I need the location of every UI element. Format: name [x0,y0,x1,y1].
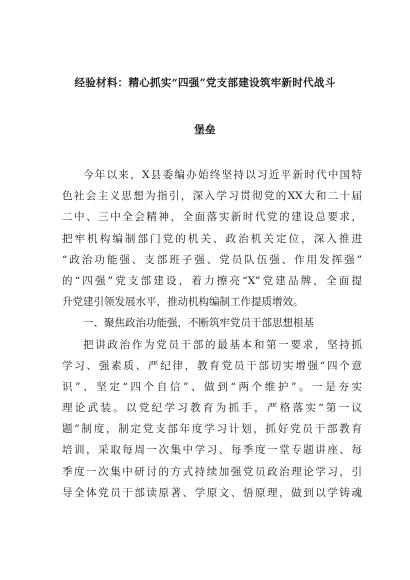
paragraph-2-line-3: 识”、坚定“四个自信”、做到“两个维护”。一是夯实 [62,380,362,393]
document-title-line-1: 经验材料：精心抓实“四强”党支部建设筑牢新时代战斗 [74,77,336,89]
document-title-line-2: 堡垒 [194,124,216,136]
paragraph-1-line-4: 把牢机构编制部门党的机关、政治机关定位，深入推进 [62,232,362,245]
paragraph-2-line-1: 把讲政治作为党员干部的最基本和第一要求，坚持抓 [83,338,362,351]
paragraph-2-line-4: 理论武装。以党纪学习教育为抓手，严格落实“第一议 [62,402,362,415]
paragraph-2-line-7: 季度一次集中研讨的方式持续加强党员政治理论学习，引 [62,465,362,478]
paragraph-2-line-8: 导全体党员干部读原著、学原文、悟原理，做到以学铸魂 [62,486,362,499]
paragraph-1-line-1: 今年以来，X县委编办始终坚持以习近平新时代中国特 [83,169,362,181]
paragraph-2-line-6: 培训，采取每周一次集中学习、每季度一堂专题讲座、每 [62,444,362,457]
paragraph-1-line-6: 的“四强”党支部建设，着力擦亮“X”党建品牌，全面提 [62,274,362,287]
paragraph-2-line-5: 题”制度，制定党支部年度学习计划，抓好党员干部教育 [62,423,362,436]
document-body [62,165,362,504]
paragraph-1-line-7: 升党建引领发展水平，推动机构编制工作提质增效。 [62,296,304,309]
section-heading-1: 一、聚焦政治功能强，不断筑牢党员干部思想根基 [83,317,314,330]
paragraph-2-line-2: 学习、强素质、严纪律，教育党员干部切实增强“四个意 [62,359,362,372]
paragraph-1-line-5: “政治功能强、支部班子强、党员队伍强、作用发挥强” [62,253,362,266]
paragraph-1-line-3: 二中、三中全会精神，全面落实新时代党的建设总要求， [62,211,362,224]
paragraph-1-line-2: 色社会主义思想为指引，深入学习贯彻党的XX大和二十届 [62,190,362,203]
